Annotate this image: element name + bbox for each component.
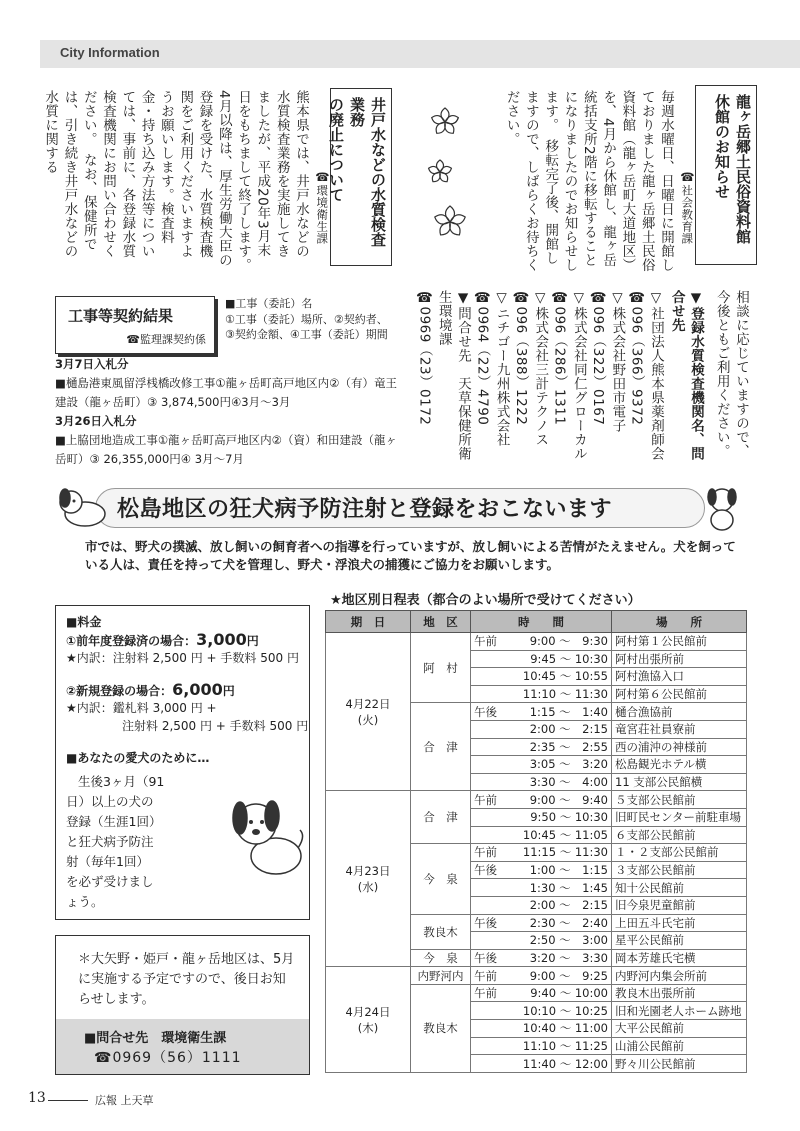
schedule-place: ５支部公民館前 (612, 791, 747, 809)
list-item: ▽株式会社同仁グローカル (570, 290, 587, 461)
schedule-time: 9:00 ～ 9:25 (501, 967, 612, 985)
schedule-place: 旧和光園老人ホーム跡地 (612, 1002, 747, 1020)
schedule-ampm: 午前 (471, 984, 501, 1002)
contract-title-box (55, 296, 215, 354)
schedule-place: ３支部公民館前 (612, 861, 747, 879)
schedule-date: 4月24日 (345, 1004, 391, 1019)
museum-title-line1: 龍ヶ岳郷土民俗資料館 (734, 94, 752, 244)
schedule-time: 3:05 ～ 3:20 (501, 756, 612, 774)
schedule-ampm (471, 720, 501, 738)
schedule-place: 大平公民館前 (612, 1020, 747, 1038)
museum-dept: ☎社会教育課 (680, 170, 695, 245)
museum-body: 毎週水曜日、日曜日に開館しておりました龍ヶ岳郷土民俗資料館（龍ヶ岳町大道地区）を、4月から休館し、龍ヶ岳統括支所2階に移転することになりましたのでお知らせします。 移転完了後、開館しますので、しばらくお待ちください。 (503, 90, 674, 272)
schedule-time: 9:40 ～ 10:00 (501, 984, 612, 1002)
schedule-time: 11:10 ～ 11:30 (501, 685, 612, 703)
contract-title: 工事等契約結果 (68, 307, 174, 325)
schedule-ampm: 午後 (471, 703, 501, 721)
schedule-ampm (471, 685, 501, 703)
schedule-time: 2:00 ～ 2:15 (501, 896, 612, 914)
list-item: ☎096（366）9372 (628, 290, 645, 426)
flower-illustration (410, 92, 480, 262)
table-row (326, 967, 747, 985)
list-item: ▼問合せ先 天草保健所衛生環境課 (435, 290, 472, 461)
schedule-time: 10:10 ～ 10:25 (501, 1002, 612, 1020)
well-list (410, 290, 665, 465)
table-row (326, 791, 747, 809)
rabies-title-banner (55, 484, 745, 532)
list-item: ▽株式会社三計テクノス (532, 290, 549, 447)
schedule-title: ★地区別日程表（都合のよい場所で受けてください） (330, 593, 641, 608)
schedule-time: 9:00 ～ 9:40 (501, 791, 612, 809)
fee-case1 (66, 632, 259, 649)
schedule-time: 9:00 ～ 9:30 (501, 633, 612, 651)
schedule-ampm (471, 896, 501, 914)
col-time: 時 間 (471, 611, 612, 633)
schedule-ampm (471, 879, 501, 897)
well-title-box (327, 88, 392, 266)
contract-entry: ■樋島港東風留浮桟橋改修工事①龍ヶ岳町高戸地区内②（有）竜王建設（龍ヶ岳町）③ 3,874,500円④3月～3月 (55, 376, 397, 409)
schedule-time: 9:45 ～ 10:30 (501, 650, 612, 668)
schedule-ampm: 午前 (471, 844, 501, 862)
list-item: ▽ニチゴー九州株式会社 (493, 290, 510, 447)
schedule-place: 山浦公民館前 (612, 1037, 747, 1055)
well-title-line2: の廃止について (327, 97, 345, 202)
contact-tel: ☎0969（56）1111 (94, 1050, 242, 1066)
well-body-cont: 相談に応じていますので、今後ともご利用ください。 (713, 290, 749, 458)
schedule-place: 11 支部公民館横 (612, 773, 747, 791)
schedule-time: 10:45 ～ 10:55 (501, 668, 612, 686)
dog-advice-line: を必ず受けまし (66, 874, 154, 889)
contact-footer (56, 1019, 309, 1074)
schedule-district: 阿 村 (411, 633, 471, 703)
fee-box (55, 605, 310, 920)
schedule-ampm: 午前 (471, 967, 501, 985)
schedule-ampm (471, 1055, 501, 1073)
schedule-place: 上田五斗氏宅前 (612, 914, 747, 932)
schedule-place: 旧今泉児童館前 (612, 896, 747, 914)
fee-case1-unit: 円 (246, 634, 259, 648)
schedule-table (325, 610, 747, 1073)
schedule-place: 教良木出張所前 (612, 984, 747, 1002)
col-district: 地 区 (411, 611, 471, 633)
schedule-date-cell (326, 791, 411, 967)
schedule-time: 3:30 ～ 4:00 (501, 773, 612, 791)
schedule-district: 合 津 (411, 703, 471, 791)
fee-case2-detail1: ★内訳：鑑札料 3,000 円 + (66, 701, 217, 715)
schedule-ampm (471, 932, 501, 950)
contract-legend: ■工事（委託）名 ①工事（委託）場所、②契約者、③契約金額、④工事（委託）期間 (225, 297, 388, 341)
well-dept: ☎環境衛生課 (315, 170, 330, 245)
contract-dept: ☎監理課契約係 (126, 333, 206, 346)
schedule-date: 4月23日 (345, 863, 391, 878)
rabies-title: 松島地区の狂犬病予防注射と登録をおこないます (117, 497, 613, 522)
schedule-place: 野々川公民館前 (612, 1055, 747, 1073)
table-header-row (326, 611, 747, 633)
dog-advice-line: 登録（生涯1回） (66, 814, 162, 829)
schedule-ampm: 午後 (471, 914, 501, 932)
schedule-time: 11:15 ～ 11:30 (501, 844, 612, 862)
footer-rule (48, 1100, 88, 1101)
schedule-ampm: 午後 (471, 861, 501, 879)
schedule-place: 松島観光ホテル横 (612, 756, 747, 774)
schedule-time: 2:35 ～ 2:55 (501, 738, 612, 756)
schedule-place: 知十公民館前 (612, 879, 747, 897)
well-title-line1: 井戸水などの水質検査業務 (348, 97, 387, 247)
schedule-time: 2:50 ～ 3:00 (501, 932, 612, 950)
dog-illustration (226, 786, 306, 881)
page-number: 13 (28, 1090, 46, 1106)
schedule-time: 3:20 ～ 3:30 (501, 949, 612, 967)
contract-entry: ■上脇団地造成工事①龍ヶ岳町高戸地区内②（資）和田建設（龍ヶ岳町）③ 26,355,000円④ 3月～7月 (55, 433, 397, 466)
schedule-date-cell (326, 967, 411, 1073)
schedule-time: 1:15 ～ 1:40 (501, 703, 612, 721)
dog-advice-line: 射（毎年1回） (66, 854, 149, 869)
schedule-place: 西の浦沖の神様前 (612, 738, 747, 756)
well-body: 熊本県では、井戸水などの水質検査業務を実施してきましたが、平成20年3月末日をもちまして終了します。 4月以降は、厚生労働大臣の登録を受けた、水質検査機関をご利用くださいますようお願いします。検査料金・持ち込み方法等については、事前に、各登録水質検査機関にお問い合わせください。 なお、保健所では、引き続き井戸水などの水質に関する (42, 90, 309, 280)
schedule-time: 11:10 ～ 11:25 (501, 1037, 612, 1055)
schedule-district: 合 津 (411, 791, 471, 844)
schedule-ampm: 午前 (471, 633, 501, 651)
schedule-time: 1:00 ～ 1:15 (501, 861, 612, 879)
list-item: ☎0964（22）4790 (474, 290, 491, 426)
schedule-time: 2:30 ～ 2:40 (501, 914, 612, 932)
schedule-ampm (471, 756, 501, 774)
fee-case1-detail: ★内訳：注射料 2,500 円 + 手数料 500 円 (66, 651, 299, 665)
schedule-ampm (471, 826, 501, 844)
schedule-place: 阿村出張所前 (612, 650, 747, 668)
list-item: ▽株式会社野田市電子 (609, 290, 626, 433)
schedule-weekday: (木) (357, 1020, 379, 1035)
schedule-weekday: (火) (357, 712, 379, 727)
dog-right-icon (700, 484, 745, 532)
notice-box (55, 935, 310, 1075)
list-item: ☎096（286）1311 (551, 290, 568, 426)
table-row (326, 633, 747, 651)
schedule-time: 11:40 ～ 12:00 (501, 1055, 612, 1073)
dog-advice-line: 生後3ヶ月（91 (78, 774, 165, 789)
schedule-place: 竜宮荘社員寮前 (612, 720, 747, 738)
notice-text: ＊大矢野・姫戸・龍ヶ岳地区は、5月に実施する予定ですので、後日お知らせします。 (78, 952, 295, 1007)
schedule-date: 4月22日 (345, 696, 391, 711)
fee-case2-unit: 円 (222, 684, 235, 698)
dog-advice-line: ょう。 (66, 894, 104, 909)
schedule-ampm (471, 1037, 501, 1055)
schedule-time: 10:45 ～ 11:05 (501, 826, 612, 844)
fee-case2-label: ②新規登録の場合： (66, 684, 173, 698)
dog-left-icon (55, 484, 110, 532)
schedule-time: 1:30 ～ 1:45 (501, 879, 612, 897)
section-header-bar (40, 40, 800, 68)
contact-label: ■問合せ先 環境衛生課 (84, 1031, 227, 1046)
schedule-place: 岡本芳雄氏宅横 (612, 949, 747, 967)
schedule-place: 内野河内集会所前 (612, 967, 747, 985)
schedule-ampm (471, 808, 501, 826)
museum-title-box (695, 85, 757, 265)
schedule-time: 10:40 ～ 11:00 (501, 1020, 612, 1038)
contract-date: 3月7日入札分 (55, 357, 129, 371)
section-header-label: City Information (60, 45, 160, 60)
dog-advice-line: と狂犬病予防注 (66, 834, 154, 849)
schedule-ampm: 午前 (471, 791, 501, 809)
schedule-place: 阿村第１公民館前 (612, 633, 747, 651)
dog-advice-head: ■あなたの愛犬のために… (66, 751, 210, 765)
schedule-ampm: 午後 (471, 949, 501, 967)
museum-title-line2: 休館のお知らせ (713, 94, 731, 199)
fee-case2-detail2: 注射料 2,500 円 + 手数料 500 円 (122, 719, 309, 733)
well-list-head: ▼登録水質検査機関名、問合せ先 (668, 290, 704, 461)
fee-head: ■料金 (66, 615, 102, 629)
schedule-district: 内野河内 (411, 967, 471, 985)
schedule-ampm (471, 773, 501, 791)
schedule-time: 2:00 ～ 2:15 (501, 720, 612, 738)
schedule-weekday: (水) (357, 879, 379, 894)
fee-case2 (66, 682, 235, 699)
schedule-ampm (471, 1020, 501, 1038)
schedule-place: 旧町民センター前駐車場 (612, 808, 747, 826)
contract-date: 3月26日入札分 (55, 414, 137, 428)
col-date: 期 日 (326, 611, 411, 633)
schedule-ampm (471, 1002, 501, 1020)
schedule-place: 阿村第６公民館前 (612, 685, 747, 703)
schedule-district: 教良木 (411, 984, 471, 1072)
schedule-time: 9:50 ～ 10:30 (501, 808, 612, 826)
schedule-district: 教良木 (411, 914, 471, 949)
schedule-body (326, 633, 747, 1073)
fee-case1-label: ①前年度登録済の場合： (66, 634, 197, 648)
list-item: ▽社団法人熊本県薬剤師会 (648, 290, 664, 461)
schedule-ampm (471, 650, 501, 668)
schedule-district: 今 泉 (411, 844, 471, 914)
schedule-place: 阿村漁協入口 (612, 668, 747, 686)
schedule-place: 星平公民館前 (612, 932, 747, 950)
fee-case2-price: 6,000 (172, 680, 223, 699)
col-place: 場 所 (612, 611, 747, 633)
list-item: ☎0969（23）0172 (416, 290, 433, 426)
schedule-district: 今 泉 (411, 949, 471, 967)
fee-case1-price: 3,000 (196, 630, 247, 649)
schedule-place: ６支部公民館前 (612, 826, 747, 844)
dog-advice-line: 日）以上の犬の (66, 794, 154, 809)
rabies-intro: 市では、野犬の撲滅、放し飼いの飼育者への指導を行っていますが、放し飼いによる苦情がたえません。犬を飼っている人は、責任を持って犬を管理し、野犬・浮浪犬の捕獲にご協力をお願いします。 (85, 539, 736, 572)
schedule-ampm (471, 668, 501, 686)
publication-name: 広報 上天草 (95, 1094, 154, 1107)
schedule-date-cell (326, 633, 411, 791)
list-item: ☎096（322）0167 (590, 290, 607, 426)
schedule-ampm (471, 738, 501, 756)
schedule-place: １・２支部公民館前 (612, 844, 747, 862)
list-item: ☎096（388）1222 (512, 290, 529, 426)
schedule-place: 樋合漁協前 (612, 703, 747, 721)
